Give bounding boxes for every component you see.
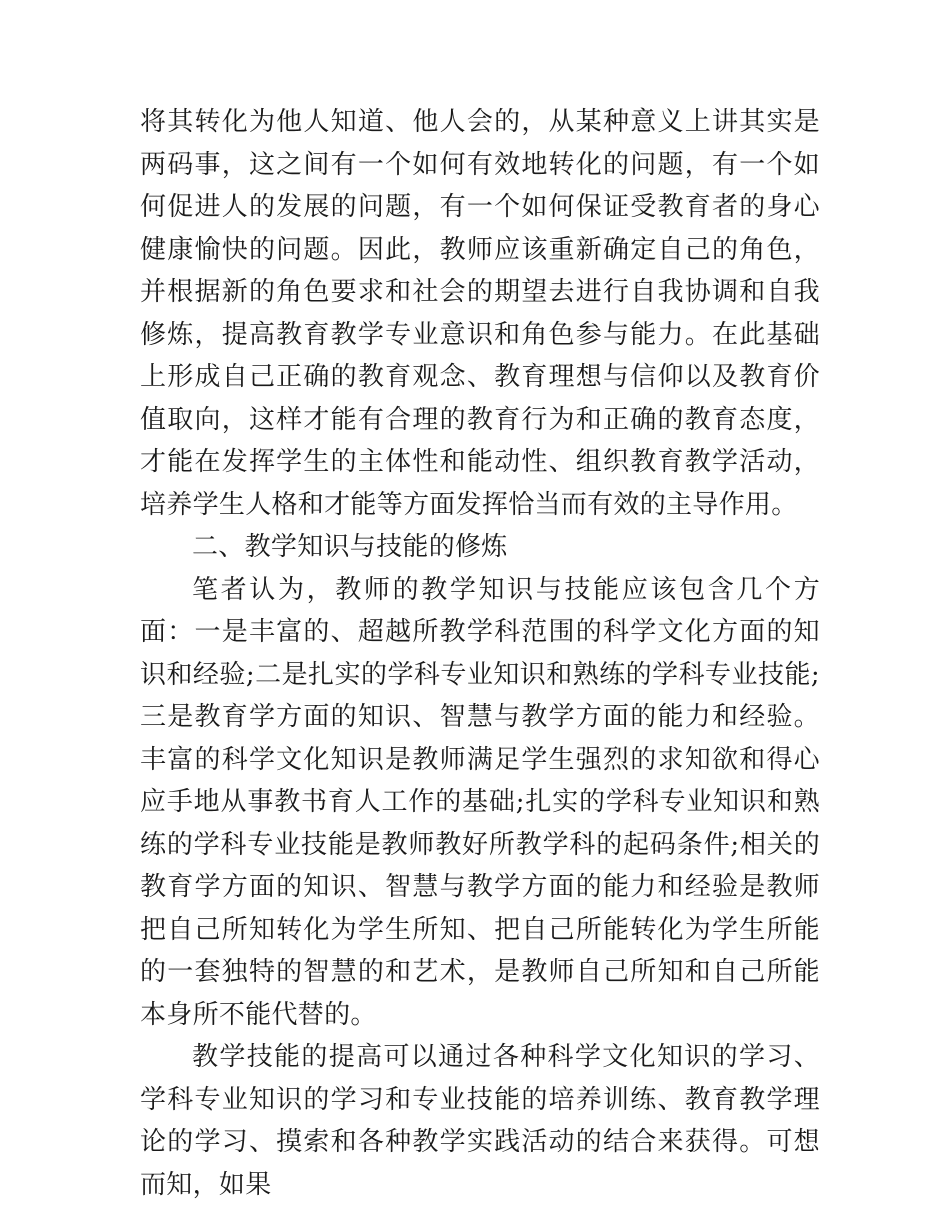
document-body bbox=[140, 101, 820, 1206]
paragraph-3: 教学技能的提高可以通过各种科学文化知识的学习、学科专业知识的学习和专业技能的培养训练、教育教学理论的学习、摸索和各种教学实践活动的结合来获得。可想而知，如果 bbox=[140, 1042, 820, 1200]
paragraph-2: 笔者认为，教师的教学知识与技能应该包含几个方面：一是丰富的、超越所教学科范围的科学文化方面的知识和经验;二是扎实的学科专业知识和熟练的学科专业技能;三是教育学方面的知识、智慧与教学方面的能力和经验。丰富的科学文化知识是教师满足学生强烈的求知欲和得心应手地从事教书育人工作的基础;扎实的学科专业知识和熟练的学科专业技能是教师教好所教学科的起码条件;相关的教育学方面的知识、智慧与教学方面的能力和经验是教师把自己所知转化为学生所知、把自己所能转化为学生所能的一套独特的智慧的和艺术，是教师自己所知和自己所能本身所不能代替的。 bbox=[140, 574, 820, 1030]
paragraph-1: 将其转化为他人知道、他人会的，从某种意义上讲其实是两码事，这之间有一个如何有效地转化的问题，有一个如何促进人的发展的问题，有一个如何保证受教育者的身心健康愉快的问题。因此，教师应该重新确定自己的角色，并根据新的角色要求和社会的期望去进行自我协调和自我修炼，提高教育教学专业意识和角色参与能力。在此基础上形成自己正确的教育观念、教育理想与信仰以及教育价值取向，这样才能有合理的教育行为和正确的教育态度，才能在发挥学生的主体性和能动性、组织教育教学活动，培养学生人格和才能等方面发挥恰当而有效的主导作用。 bbox=[140, 107, 820, 520]
section-heading: 二、教学知识与技能的修炼 bbox=[192, 532, 508, 562]
